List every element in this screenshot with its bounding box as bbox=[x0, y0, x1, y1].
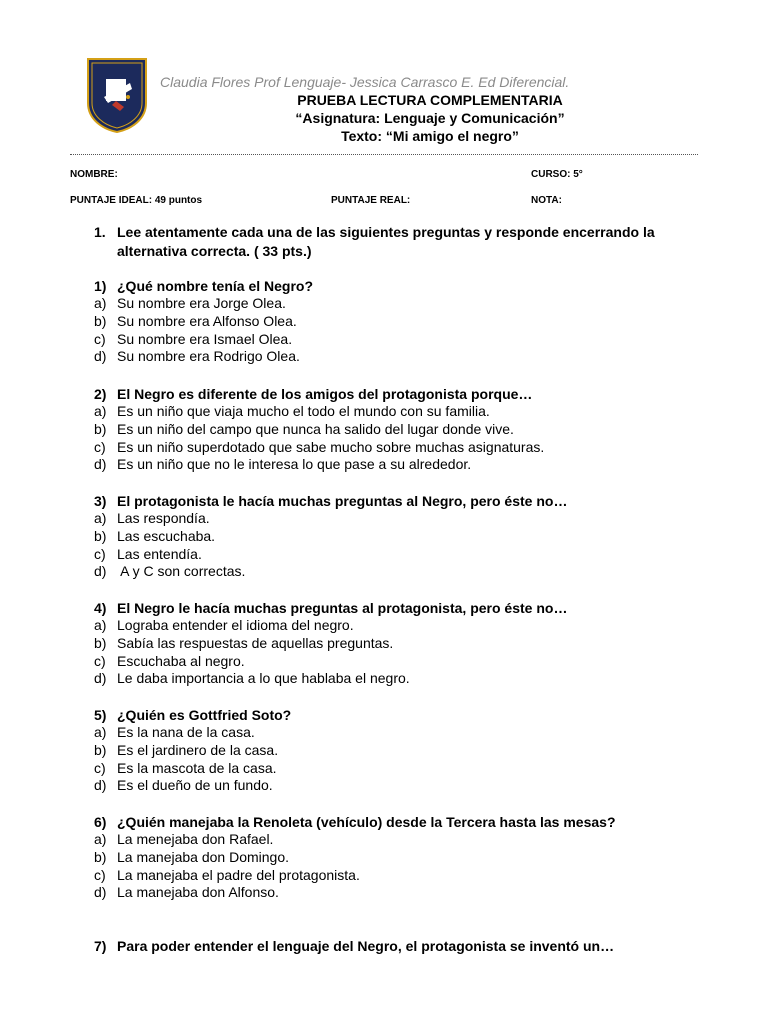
option[interactable]: d) Es el dueño de un fundo. bbox=[94, 777, 273, 794]
option[interactable]: b) La manejaba don Domingo. bbox=[94, 848, 290, 865]
option[interactable]: c) Escuchaba al negro. bbox=[94, 652, 245, 669]
option[interactable]: b) Es un niño del campo que nunca ha salido del lugar donde vive. bbox=[94, 420, 514, 437]
option[interactable]: d) Es un niño que no le interesa lo que pase a su alrededor. bbox=[94, 456, 472, 473]
option[interactable]: b) Su nombre era Alfonso Olea. bbox=[94, 312, 297, 329]
option[interactable]: c) Las entendía. bbox=[94, 545, 202, 562]
name-field-label: NOMBRE: bbox=[70, 169, 118, 180]
question-number: 6) bbox=[94, 814, 107, 830]
question-text: El Negro es diferente de los amigos del protagonista porque… bbox=[117, 386, 533, 402]
option[interactable]: c) La manejaba el padre del protagonista. bbox=[94, 866, 360, 883]
school-logo bbox=[86, 57, 148, 133]
option[interactable]: a) Es un niño que viaja mucho el todo el mundo con su familia. bbox=[94, 403, 490, 419]
authors-line: Claudia Flores Prof Lenguaje- Jessica Carrasco E. Ed Diferencial. bbox=[160, 74, 570, 90]
question-text: ¿Quién manejaba la Renoleta (vehículo) desde la Tercera hasta las mesas? bbox=[117, 814, 616, 830]
question-text: Para poder entender el lenguaje del Negro, el protagonista se inventó un… bbox=[117, 938, 615, 954]
option[interactable]: a) Su nombre era Jorge Olea. bbox=[94, 295, 286, 311]
question-number: 4) bbox=[94, 600, 107, 616]
option[interactable]: c) Es la mascota de la casa. bbox=[94, 759, 277, 776]
option[interactable]: a) Las respondía. bbox=[94, 510, 210, 526]
option[interactable]: a) Es la nana de la casa. bbox=[94, 724, 255, 740]
question-number: 1) bbox=[94, 278, 107, 294]
option[interactable]: a) La menejaba don Rafael. bbox=[94, 831, 274, 847]
question-4 bbox=[94, 599, 714, 688]
question-1 bbox=[94, 277, 714, 366]
option[interactable]: d) A y C son correctas. bbox=[94, 563, 246, 580]
mark-label: NOTA: bbox=[531, 195, 562, 206]
option[interactable]: b) Es el jardinero de la casa. bbox=[94, 741, 279, 758]
option[interactable]: b) Las escuchaba. bbox=[94, 527, 216, 544]
question-6 bbox=[94, 813, 714, 902]
document-title: PRUEBA LECTURA COMPLEMENTARIA bbox=[297, 92, 563, 108]
reading-text-line: Texto: “Mi amigo el negro” bbox=[341, 128, 519, 144]
question-number: 5) bbox=[94, 707, 107, 723]
question-number: 2) bbox=[94, 386, 107, 402]
question-number: 7) bbox=[94, 938, 107, 954]
question-text: El Negro le hacía muchas preguntas al protagonista, pero éste no… bbox=[117, 600, 568, 616]
question-text: ¿Qué nombre tenía el Negro? bbox=[117, 278, 314, 294]
question-3 bbox=[94, 492, 714, 581]
question-text: ¿Quién es Gottfried Soto? bbox=[117, 707, 292, 723]
instruction-text: Lee atentamente cada una de las siguientes preguntas y responde encerrando la alternativa correcta. ( 33 pts.) bbox=[117, 224, 655, 259]
question-text: El protagonista le hacía muchas preguntas al Negro, pero éste no… bbox=[117, 493, 568, 509]
instruction-number: 1. bbox=[94, 224, 106, 240]
option[interactable]: d) Su nombre era Rodrigo Olea. bbox=[94, 348, 300, 365]
question-2 bbox=[94, 385, 714, 474]
option[interactable]: c) Su nombre era Ismael Olea. bbox=[94, 330, 293, 347]
option[interactable]: d) La manejaba don Alfonso. bbox=[94, 884, 279, 901]
grade-field-label: CURSO: 5° bbox=[531, 169, 583, 180]
question-5 bbox=[94, 706, 714, 795]
option[interactable]: b) Sabía las respuestas de aquellas preguntas. bbox=[94, 634, 394, 651]
subject-line: “Asignatura: Lenguaje y Comunicación” bbox=[295, 110, 565, 126]
option[interactable]: d) Le daba importancia a lo que hablaba el negro. bbox=[94, 670, 410, 687]
divider bbox=[70, 154, 698, 155]
ideal-score-label: PUNTAJE IDEAL: 49 puntos bbox=[70, 195, 203, 206]
question-7 bbox=[94, 937, 714, 955]
option[interactable]: c) Es un niño superdotado que sabe mucho sobre muchas asignaturas. bbox=[94, 438, 545, 455]
instruction bbox=[94, 223, 706, 261]
question-number: 3) bbox=[94, 493, 107, 509]
option[interactable]: a) Lograba entender el idioma del negro. bbox=[94, 617, 354, 633]
real-score-label: PUNTAJE REAL: bbox=[331, 195, 411, 206]
